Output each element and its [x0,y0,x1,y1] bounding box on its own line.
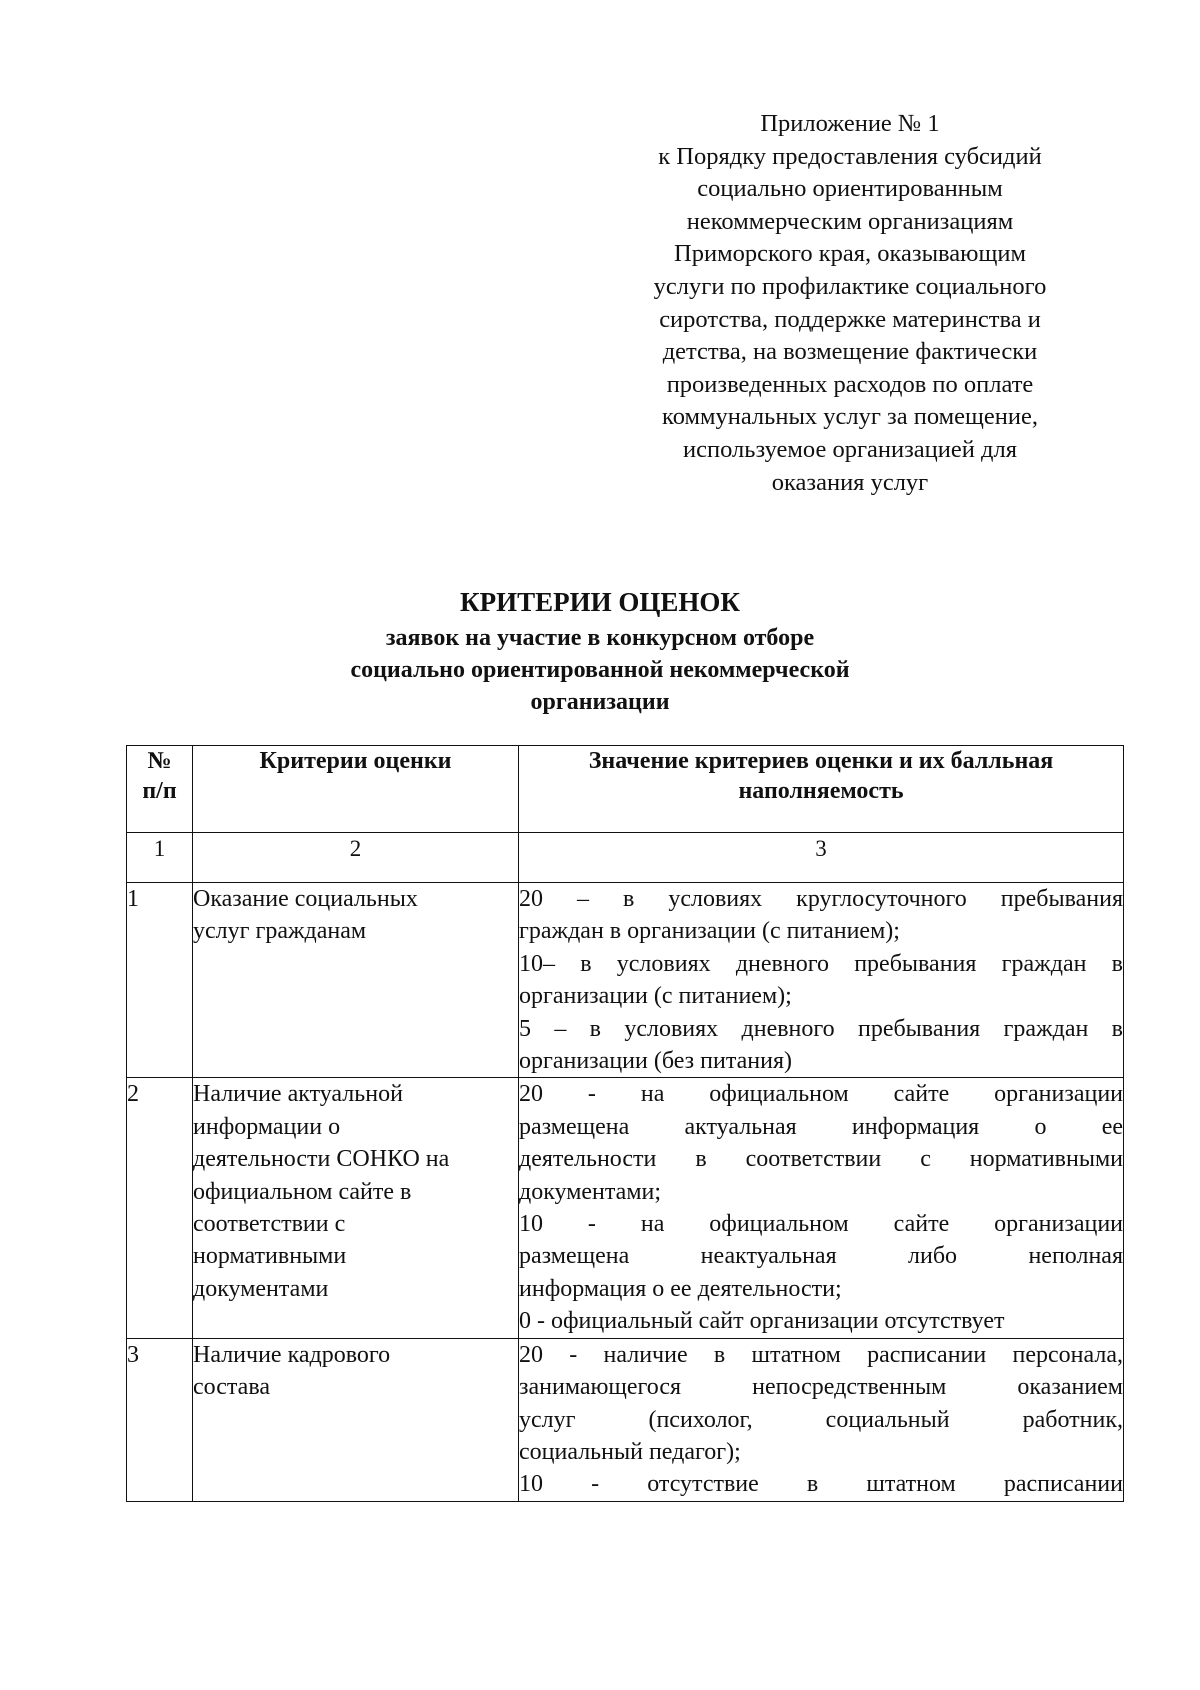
header-value: Значение критериев оценки и их балльная наполняемость [519,746,1124,833]
value-line: организации (с питанием); [519,983,792,1010]
value-line: деятельности в соответствии с нормативными [519,1146,1123,1173]
appendix-line: сиротства, поддержке материнства и [659,305,1041,333]
value-line: информация о ее деятельности; [519,1275,842,1302]
criterion-line: Наличие кадрового [193,1341,391,1368]
value-line: граждан в организации (с питанием); [519,918,900,945]
row-value [519,1338,1124,1501]
row-criterion [193,1078,519,1338]
document-subtitle-line: социально ориентированной некоммерческой [350,657,850,683]
appendix-line: используемое организацией для [683,435,1017,463]
criterion-line: информации о [193,1113,341,1140]
column-number: 2 [193,833,519,883]
value-line: занимающегося непосредственным оказанием [519,1374,1123,1401]
document-title: КРИТЕРИИ ОЦЕНОК [460,587,740,617]
appendix-line: произведенных расходов по оплате [666,370,1034,398]
appendix-line: к Порядку предоставления субсидий [658,142,1042,170]
appendix-line: Приморского края, оказывающим [674,240,1026,268]
document-subtitle-line: заявок на участие в конкурсном отборе [385,625,815,651]
appendix-line: услуги по профилактике социального [653,272,1047,300]
value-line: документами; [519,1178,662,1205]
value-line: организации (без питания) [519,1048,792,1075]
criterion-line: документами [193,1275,329,1302]
criterion-line: соответствии с [193,1211,346,1238]
row-value [519,1078,1124,1338]
appendix-line: Приложение № 1 [760,110,940,137]
value-line: 10 - отсутствие в штатном расписании [519,1471,1123,1498]
value-line: размещена актуальная информация о ее [519,1113,1123,1140]
value-line: 5 – в условиях дневного пребывания граждан в [519,1015,1123,1042]
criterion-line: нормативными [193,1243,347,1270]
row-criterion [193,1338,519,1501]
criterion-line: Оказание социальных [193,886,418,912]
appendix-line: некоммерческим организациям [686,207,1014,235]
column-number: 1 [127,833,193,883]
criteria-table [126,745,1124,1502]
value-line: 0 - официальный сайт организации отсутствует [519,1308,1005,1335]
value-line: 10– в условиях дневного пребывания граждан в [519,950,1123,977]
criterion-line: услуг гражданам [193,918,367,945]
appendix-reference [600,108,1100,499]
criterion-line: официальном сайте в [193,1178,412,1205]
row-number: 2 [127,1078,193,1338]
criterion-line: состава [193,1374,271,1401]
value-line: 20 - на официальном сайте организации [519,1081,1123,1108]
appendix-line: оказания услуг [771,468,929,496]
table-row [127,883,1124,1078]
appendix-line: социально ориентированным [697,175,1003,203]
criterion-line: деятельности СОНКО на [193,1146,450,1173]
document-subtitle-line: организации [530,689,670,715]
row-number: 1 [127,883,193,1078]
row-number: 3 [127,1338,193,1501]
header-number: № п/п [127,746,193,833]
value-line: 20 – в условиях круглосуточного пребывания [519,886,1123,912]
column-number: 3 [519,833,1124,883]
value-line: социальный педагог); [519,1438,741,1465]
value-line: 20 - наличие в штатном расписании персонала, [519,1341,1123,1368]
appendix-line: коммунальных услуг за помещение, [662,403,1038,431]
row-criterion [193,883,519,1078]
criterion-line: Наличие актуальной [193,1081,403,1108]
table-row [127,1078,1124,1338]
header-criterion: Критерии оценки [193,746,519,833]
row-value [519,883,1124,1078]
table-row [127,1338,1124,1501]
table-header-row [127,746,1124,833]
table-column-number-row [127,833,1124,883]
value-line: 10 - на официальном сайте организации [519,1211,1123,1238]
appendix-line: детства, на возмещение фактически [662,338,1038,366]
value-line: размещена неактуальная либо неполная [519,1243,1123,1270]
value-line: услуг (психолог, социальный работник, [519,1406,1123,1433]
